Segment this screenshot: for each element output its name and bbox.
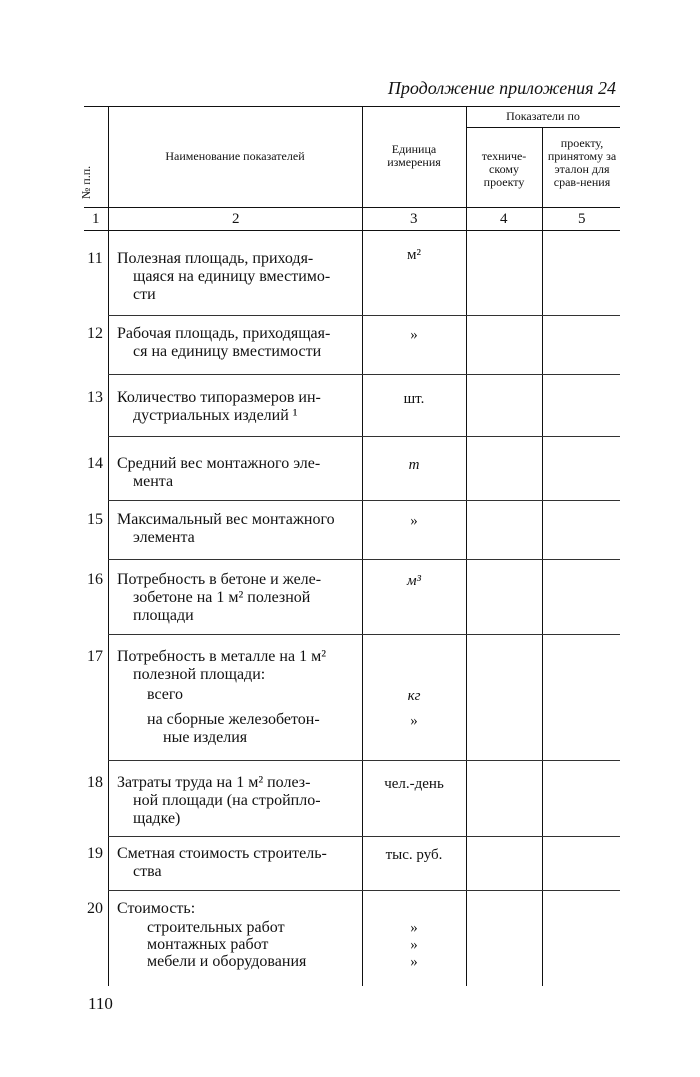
row-name-line: Полезная площадь, приходя- <box>117 250 314 267</box>
header-tech: техниче-скому проекту <box>481 149 527 189</box>
row-name-line: Количество типоразмеров ин- <box>117 389 321 406</box>
row-number: 12 <box>87 325 103 342</box>
row-unit: » <box>410 954 418 970</box>
row-name-line: Потребность в металле на 1 м² <box>117 648 326 665</box>
row-name-line: площади <box>133 607 194 624</box>
colnum-3: 3 <box>410 211 418 227</box>
row-name <box>117 511 357 547</box>
row-number: 15 <box>87 511 103 528</box>
row-name <box>117 774 357 828</box>
row-number: 16 <box>87 571 103 588</box>
row-name <box>117 571 357 625</box>
row-unit: т <box>408 457 420 473</box>
row-unit: шт. <box>403 391 425 407</box>
colnum-bottom-rule <box>84 230 620 231</box>
row-name-line: зобетоне на 1 м² полезной <box>133 589 311 606</box>
row-unit: » <box>410 937 418 953</box>
row-name <box>117 325 357 361</box>
row-name-line: Затраты труда на 1 м² полез- <box>117 774 311 791</box>
row-separator <box>108 760 620 761</box>
row-separator <box>108 559 620 560</box>
row-name-line: ства <box>133 863 162 880</box>
row-unit: » <box>410 920 418 936</box>
row-separator <box>108 315 620 316</box>
page-number: 110 <box>88 994 113 1013</box>
colnum-2: 2 <box>232 211 240 227</box>
row-name <box>117 648 357 684</box>
row-subitem: строительных работ <box>147 919 285 936</box>
row-number: 13 <box>87 389 103 406</box>
row-number: 11 <box>87 250 103 267</box>
row-name-line: Потребность в бетоне и желе- <box>117 571 322 588</box>
row-unit: » <box>410 713 418 729</box>
colnum-5: 5 <box>578 211 586 227</box>
colnum-1: 1 <box>92 211 100 227</box>
row-separator <box>108 374 620 375</box>
header-etalon: проекту, принятому за эталон для срав-нения <box>547 136 617 189</box>
header-bottom-rule <box>84 207 620 208</box>
row-name <box>117 845 357 881</box>
header-name: Наименование показателей <box>165 149 305 163</box>
header-unit: Единица измерения <box>387 142 441 169</box>
row-subitem: ные изделия <box>163 729 248 746</box>
row-name-line: Максимальный вес монтажного <box>117 511 335 528</box>
row-name-line: ной площади (на стройпло- <box>133 792 321 809</box>
row-name-line: ся на единицу вместимости <box>133 343 322 360</box>
row-unit: тыс. руб. <box>385 847 443 863</box>
row-subitem: всего <box>147 686 184 703</box>
row-unit: кг <box>407 688 421 704</box>
row-number: 14 <box>87 455 103 472</box>
row-name-line: полезной площади: <box>133 666 266 683</box>
row-unit: » <box>410 513 418 529</box>
continuation-caption: Продолжение приложения 24 <box>387 78 616 98</box>
row-number: 17 <box>87 648 103 665</box>
row-name-line: Сметная стоимость строитель- <box>117 845 327 862</box>
row-subitem: мебели и оборудования <box>147 953 307 970</box>
row-name <box>117 455 357 491</box>
row-separator <box>108 500 620 501</box>
row-separator <box>108 890 620 891</box>
row-unit: м³ <box>406 573 422 589</box>
row-name-line: Средний вес монтажного эле- <box>117 455 321 472</box>
row-separator <box>108 634 620 635</box>
row-name-line: щадке) <box>133 810 181 827</box>
row-name-line: Стоимость: <box>117 900 196 917</box>
row-subitem: монтажных работ <box>147 936 269 953</box>
group-subheader-rule <box>466 127 620 128</box>
row-name-line: щаяся на единицу вместимо- <box>133 268 331 285</box>
header-number: № п.п. <box>79 165 94 200</box>
header-group: Показатели по <box>506 109 580 123</box>
row-unit: м² <box>407 247 421 263</box>
row-name <box>117 900 357 918</box>
table-top-rule <box>84 106 620 107</box>
row-name-line: элемента <box>133 529 195 546</box>
row-name <box>117 250 357 304</box>
row-separator <box>108 836 620 837</box>
colnum-4: 4 <box>500 211 508 227</box>
row-name-line: Рабочая площадь, приходящая- <box>117 325 331 342</box>
row-name <box>117 389 357 425</box>
row-name-line: мента <box>133 473 174 490</box>
row-separator <box>108 436 620 437</box>
row-name-line: дустриальных изделий ¹ <box>133 407 298 424</box>
row-number: 20 <box>87 900 103 917</box>
row-name-line: сти <box>133 286 156 303</box>
row-unit: чел.-день <box>384 776 444 792</box>
col-divider-4 <box>542 127 543 986</box>
row-number: 19 <box>87 845 103 862</box>
col-divider-3 <box>466 106 467 986</box>
col-divider-1 <box>108 106 109 986</box>
row-number: 18 <box>87 774 103 791</box>
row-unit: » <box>410 327 418 343</box>
row-subitem: на сборные железобетон- <box>147 711 320 728</box>
